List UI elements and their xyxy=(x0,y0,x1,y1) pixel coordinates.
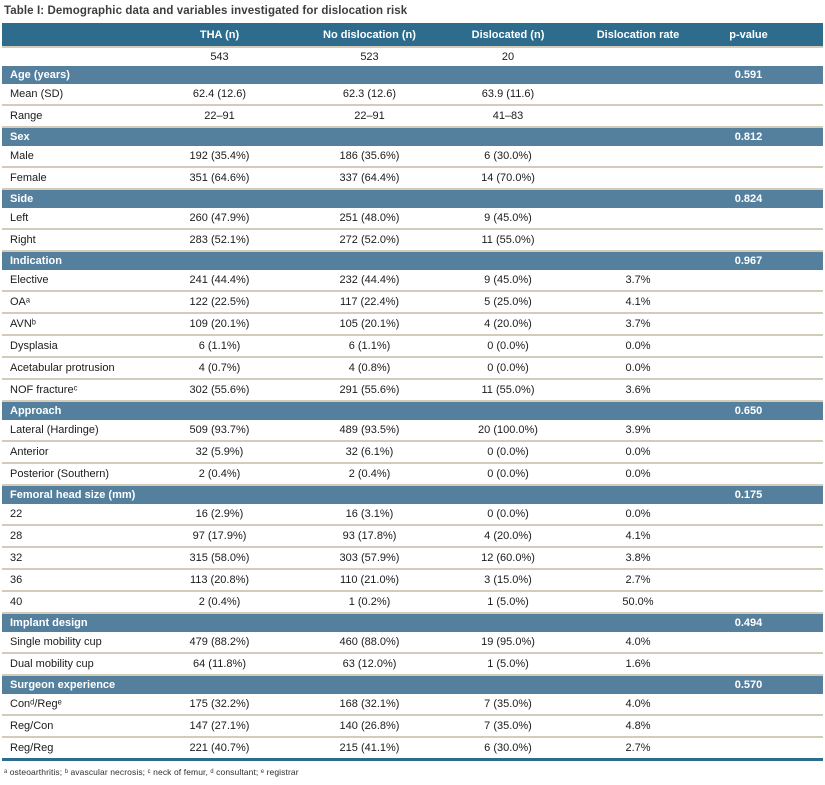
row-p-value-cell xyxy=(712,737,823,760)
col-header-tha: THA (n) xyxy=(152,23,287,47)
row-label: Left xyxy=(2,208,152,229)
row-dislocation-rate-value xyxy=(564,167,712,189)
section-label: Side xyxy=(2,189,712,208)
table-body xyxy=(2,47,823,760)
table-row xyxy=(2,737,823,760)
row-tha-value: 260 (47.9%) xyxy=(152,208,287,229)
row-p-value-cell xyxy=(712,357,823,379)
row-dislocation-rate-value: 0.0% xyxy=(564,335,712,357)
row-dislocated-value: 0 (0.0%) xyxy=(452,357,564,379)
row-dislocated-value: 4 (20.0%) xyxy=(452,313,564,335)
row-dislocation-rate-value: 4.1% xyxy=(564,291,712,313)
row-dislocated-value: 0 (0.0%) xyxy=(452,441,564,463)
row-no-dislocation-value: 232 (44.4%) xyxy=(287,270,452,291)
table-row xyxy=(2,694,823,715)
col-header-p-value: p-value xyxy=(712,23,823,47)
row-tha-value: 241 (44.4%) xyxy=(152,270,287,291)
row-tha-value: 113 (20.8%) xyxy=(152,569,287,591)
table-row xyxy=(2,379,823,401)
row-tha-value: 192 (35.4%) xyxy=(152,146,287,167)
row-no-dislocation-value: 117 (22.4%) xyxy=(287,291,452,313)
row-tha-value: 16 (2.9%) xyxy=(152,504,287,525)
section-p-value: 0.812 xyxy=(712,127,823,146)
col-header-no-dislocation: No dislocation (n) xyxy=(287,23,452,47)
row-tha-value: 97 (17.9%) xyxy=(152,525,287,547)
row-dislocated-value: 41–83 xyxy=(452,105,564,127)
row-p-value-cell xyxy=(712,335,823,357)
row-dislocation-rate-value xyxy=(564,146,712,167)
row-label: Posterior (Southern) xyxy=(2,463,152,485)
row-no-dislocation-value: 63 (12.0%) xyxy=(287,653,452,675)
row-p-value-cell xyxy=(712,569,823,591)
row-no-dislocation-value: 489 (93.5%) xyxy=(287,420,452,441)
table-row xyxy=(2,208,823,229)
table-row xyxy=(2,357,823,379)
table-row xyxy=(2,291,823,313)
row-label: Right xyxy=(2,229,152,251)
table-row xyxy=(2,84,823,105)
row-no-dislocation-value: 215 (41.1%) xyxy=(287,737,452,760)
row-dislocation-rate-value: 3.6% xyxy=(564,379,712,401)
row-p-value-cell xyxy=(712,653,823,675)
row-label: Male xyxy=(2,146,152,167)
row-dislocation-rate-value xyxy=(564,208,712,229)
row-dislocated-value: 7 (35.0%) xyxy=(452,715,564,737)
col-header-dislocated: Dislocated (n) xyxy=(452,23,564,47)
table-row xyxy=(2,335,823,357)
row-p-value-cell xyxy=(712,84,823,105)
row-dislocated-value: 1 (5.0%) xyxy=(452,653,564,675)
row-dislocated-value: 5 (25.0%) xyxy=(452,291,564,313)
row-dislocation-rate-value: 1.6% xyxy=(564,653,712,675)
table-title: Table I: Demographic data and variables investigated for dislocation risk xyxy=(4,5,408,17)
table-row xyxy=(2,715,823,737)
row-dislocation-rate-value: 3.7% xyxy=(564,313,712,335)
row-p-value-cell xyxy=(712,504,823,525)
row-no-dislocation-value: 22–91 xyxy=(287,105,452,127)
row-p-value-cell xyxy=(712,270,823,291)
table-row xyxy=(2,504,823,525)
row-dislocation-rate-value: 3.7% xyxy=(564,270,712,291)
section-p-value: 0.494 xyxy=(712,613,823,632)
table-row xyxy=(2,420,823,441)
row-no-dislocation-value: 251 (48.0%) xyxy=(287,208,452,229)
row-p-value-cell xyxy=(712,146,823,167)
totals-no-dislocation-cell: 523 xyxy=(287,47,452,66)
row-dislocated-value: 0 (0.0%) xyxy=(452,463,564,485)
table-footnote: ᵃ osteoarthritis; ᵇ avascular necrosis; ᶜ neck of femur, ᵈ consultant; ᵉ registrar xyxy=(4,767,299,777)
row-label: Conᵈ/Regᵉ xyxy=(2,694,152,715)
section-label: Surgeon experience xyxy=(2,675,712,694)
row-dislocated-value: 6 (30.0%) xyxy=(452,146,564,167)
row-label: 40 xyxy=(2,591,152,613)
row-no-dislocation-value: 2 (0.4%) xyxy=(287,463,452,485)
row-label: 22 xyxy=(2,504,152,525)
totals-dislocated-cell: 20 xyxy=(452,47,564,66)
row-dislocated-value: 12 (60.0%) xyxy=(452,547,564,569)
row-dislocation-rate-value xyxy=(564,84,712,105)
section-header-row xyxy=(2,401,823,420)
section-header-row xyxy=(2,189,823,208)
section-label: Age (years) xyxy=(2,66,712,84)
row-no-dislocation-value: 6 (1.1%) xyxy=(287,335,452,357)
row-p-value-cell xyxy=(712,313,823,335)
row-label: Female xyxy=(2,167,152,189)
section-label: Femoral head size (mm) xyxy=(2,485,712,504)
column-header-row xyxy=(2,23,823,47)
row-p-value-cell xyxy=(712,591,823,613)
row-no-dislocation-value: 186 (35.6%) xyxy=(287,146,452,167)
row-label: NOF fractureᶜ xyxy=(2,379,152,401)
row-dislocation-rate-value: 0.0% xyxy=(564,441,712,463)
section-header-row xyxy=(2,485,823,504)
row-label: Elective xyxy=(2,270,152,291)
row-tha-value: 479 (88.2%) xyxy=(152,632,287,653)
corner-cell xyxy=(2,23,152,47)
row-no-dislocation-value: 4 (0.8%) xyxy=(287,357,452,379)
row-p-value-cell xyxy=(712,441,823,463)
row-dislocated-value: 19 (95.0%) xyxy=(452,632,564,653)
row-no-dislocation-value: 105 (20.1%) xyxy=(287,313,452,335)
row-tha-value: 351 (64.6%) xyxy=(152,167,287,189)
row-tha-value: 32 (5.9%) xyxy=(152,441,287,463)
section-label: Approach xyxy=(2,401,712,420)
row-label: Reg/Con xyxy=(2,715,152,737)
row-tha-value: 147 (27.1%) xyxy=(152,715,287,737)
row-no-dislocation-value: 303 (57.9%) xyxy=(287,547,452,569)
row-label: 36 xyxy=(2,569,152,591)
table-row xyxy=(2,167,823,189)
row-dislocation-rate-value: 0.0% xyxy=(564,357,712,379)
row-dislocation-rate-value: 4.8% xyxy=(564,715,712,737)
row-dislocated-value: 0 (0.0%) xyxy=(452,335,564,357)
row-label: 32 xyxy=(2,547,152,569)
row-p-value-cell xyxy=(712,420,823,441)
row-tha-value: 175 (32.2%) xyxy=(152,694,287,715)
row-tha-value: 221 (40.7%) xyxy=(152,737,287,760)
row-dislocated-value: 7 (35.0%) xyxy=(452,694,564,715)
section-label: Sex xyxy=(2,127,712,146)
row-dislocation-rate-value: 4.0% xyxy=(564,694,712,715)
row-tha-value: 109 (20.1%) xyxy=(152,313,287,335)
row-tha-value: 2 (0.4%) xyxy=(152,463,287,485)
row-dislocation-rate-value: 50.0% xyxy=(564,591,712,613)
table-row xyxy=(2,525,823,547)
section-p-value: 0.570 xyxy=(712,675,823,694)
row-label: Single mobility cup xyxy=(2,632,152,653)
table-row xyxy=(2,591,823,613)
section-p-value: 0.824 xyxy=(712,189,823,208)
row-dislocated-value: 3 (15.0%) xyxy=(452,569,564,591)
row-no-dislocation-value: 93 (17.8%) xyxy=(287,525,452,547)
row-tha-value: 509 (93.7%) xyxy=(152,420,287,441)
row-label: Reg/Reg xyxy=(2,737,152,760)
row-tha-value: 64 (11.8%) xyxy=(152,653,287,675)
row-no-dislocation-value: 140 (26.8%) xyxy=(287,715,452,737)
row-p-value-cell xyxy=(712,208,823,229)
row-dislocated-value: 1 (5.0%) xyxy=(452,591,564,613)
section-header-row xyxy=(2,66,823,84)
row-no-dislocation-value: 32 (6.1%) xyxy=(287,441,452,463)
row-dislocated-value: 4 (20.0%) xyxy=(452,525,564,547)
row-dislocation-rate-value xyxy=(564,105,712,127)
row-no-dislocation-value: 168 (32.1%) xyxy=(287,694,452,715)
row-tha-value: 4 (0.7%) xyxy=(152,357,287,379)
row-dislocated-value: 0 (0.0%) xyxy=(452,504,564,525)
totals-tha-cell: 543 xyxy=(152,47,287,66)
table-row xyxy=(2,146,823,167)
row-dislocation-rate-value: 0.0% xyxy=(564,463,712,485)
row-dislocated-value: 14 (70.0%) xyxy=(452,167,564,189)
row-dislocation-rate-value: 3.8% xyxy=(564,547,712,569)
section-header-row xyxy=(2,675,823,694)
row-p-value-cell xyxy=(712,694,823,715)
row-tha-value: 315 (58.0%) xyxy=(152,547,287,569)
section-label: Implant design xyxy=(2,613,712,632)
table-row xyxy=(2,105,823,127)
row-no-dislocation-value: 337 (64.4%) xyxy=(287,167,452,189)
row-dislocation-rate-value: 2.7% xyxy=(564,569,712,591)
row-tha-value: 302 (55.6%) xyxy=(152,379,287,401)
row-p-value-cell xyxy=(712,632,823,653)
table-row xyxy=(2,632,823,653)
row-label: OAᵃ xyxy=(2,291,152,313)
demographics-table xyxy=(2,23,823,761)
table-row xyxy=(2,313,823,335)
row-tha-value: 122 (22.5%) xyxy=(152,291,287,313)
col-header-dislocation-rate: Dislocation rate xyxy=(564,23,712,47)
row-label: Range xyxy=(2,105,152,127)
table-row xyxy=(2,270,823,291)
row-dislocated-value: 11 (55.0%) xyxy=(452,229,564,251)
table-row xyxy=(2,229,823,251)
row-p-value-cell xyxy=(712,525,823,547)
row-p-value-cell xyxy=(712,167,823,189)
row-label: Anterior xyxy=(2,441,152,463)
row-tha-value: 283 (52.1%) xyxy=(152,229,287,251)
row-p-value-cell xyxy=(712,715,823,737)
row-tha-value: 6 (1.1%) xyxy=(152,335,287,357)
row-label: Dual mobility cup xyxy=(2,653,152,675)
row-label: Mean (SD) xyxy=(2,84,152,105)
table-row xyxy=(2,547,823,569)
row-no-dislocation-value: 291 (55.6%) xyxy=(287,379,452,401)
row-dislocation-rate-value: 4.0% xyxy=(564,632,712,653)
row-tha-value: 2 (0.4%) xyxy=(152,591,287,613)
row-dislocated-value: 20 (100.0%) xyxy=(452,420,564,441)
table-row xyxy=(2,441,823,463)
totals-row xyxy=(2,47,823,66)
section-p-value: 0.650 xyxy=(712,401,823,420)
totals-label-cell xyxy=(2,47,152,66)
row-label: Dysplasia xyxy=(2,335,152,357)
row-dislocated-value: 63.9 (11.6) xyxy=(452,84,564,105)
row-tha-value: 62.4 (12.6) xyxy=(152,84,287,105)
row-no-dislocation-value: 16 (3.1%) xyxy=(287,504,452,525)
row-dislocation-rate-value xyxy=(564,229,712,251)
row-label: Lateral (Hardinge) xyxy=(2,420,152,441)
row-no-dislocation-value: 272 (52.0%) xyxy=(287,229,452,251)
row-dislocated-value: 11 (55.0%) xyxy=(452,379,564,401)
table-row xyxy=(2,653,823,675)
section-header-row xyxy=(2,127,823,146)
section-p-value: 0.175 xyxy=(712,485,823,504)
totals-rate-cell xyxy=(564,47,712,66)
row-p-value-cell xyxy=(712,105,823,127)
row-dislocated-value: 6 (30.0%) xyxy=(452,737,564,760)
row-tha-value: 22–91 xyxy=(152,105,287,127)
row-no-dislocation-value: 110 (21.0%) xyxy=(287,569,452,591)
row-p-value-cell xyxy=(712,463,823,485)
row-p-value-cell xyxy=(712,229,823,251)
totals-p-value-cell xyxy=(712,47,823,66)
section-label: Indication xyxy=(2,251,712,270)
row-p-value-cell xyxy=(712,547,823,569)
section-p-value: 0.591 xyxy=(712,66,823,84)
row-no-dislocation-value: 460 (88.0%) xyxy=(287,632,452,653)
row-label: Acetabular protrusion xyxy=(2,357,152,379)
row-label: 28 xyxy=(2,525,152,547)
row-no-dislocation-value: 62.3 (12.6) xyxy=(287,84,452,105)
row-dislocated-value: 9 (45.0%) xyxy=(452,270,564,291)
row-dislocation-rate-value: 2.7% xyxy=(564,737,712,760)
row-dislocation-rate-value: 0.0% xyxy=(564,504,712,525)
row-p-value-cell xyxy=(712,291,823,313)
row-no-dislocation-value: 1 (0.2%) xyxy=(287,591,452,613)
section-p-value: 0.967 xyxy=(712,251,823,270)
table-row xyxy=(2,569,823,591)
row-label: AVNᵇ xyxy=(2,313,152,335)
row-p-value-cell xyxy=(712,379,823,401)
section-header-row xyxy=(2,251,823,270)
table-row xyxy=(2,463,823,485)
row-dislocated-value: 9 (45.0%) xyxy=(452,208,564,229)
row-dislocation-rate-value: 3.9% xyxy=(564,420,712,441)
section-header-row xyxy=(2,613,823,632)
row-dislocation-rate-value: 4.1% xyxy=(564,525,712,547)
